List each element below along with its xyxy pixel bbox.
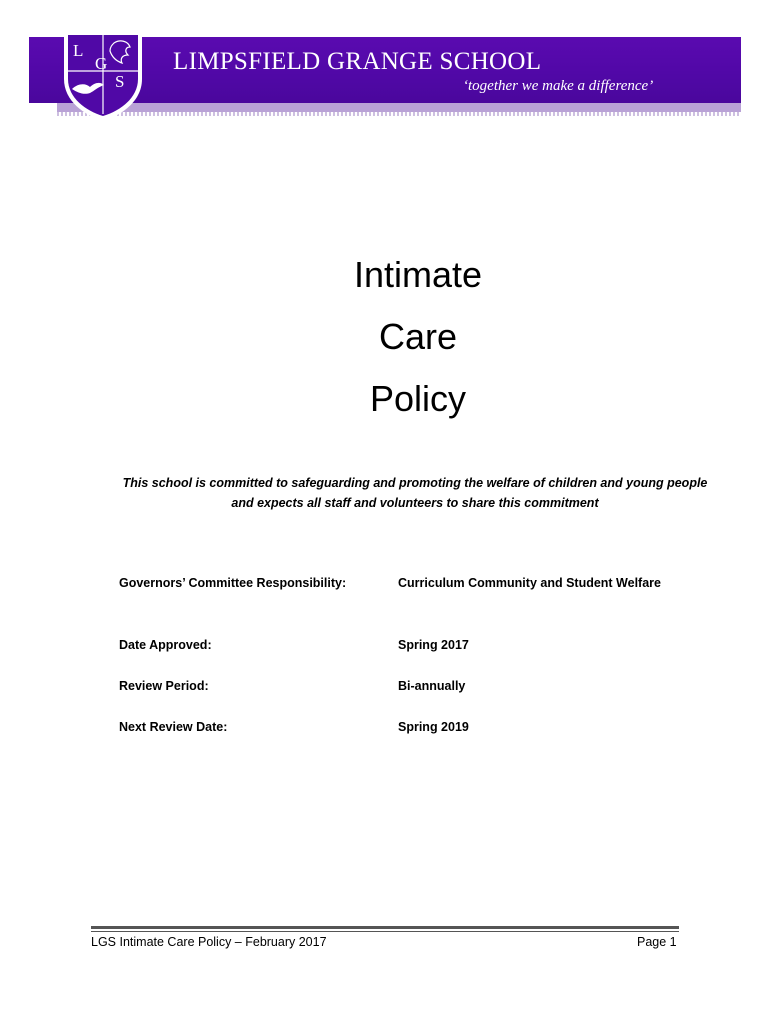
footer-document-info: LGS Intimate Care Policy – February 2017: [91, 935, 327, 949]
detail-value: Bi-annually: [398, 679, 466, 693]
detail-label: Next Review Date:: [119, 720, 228, 734]
detail-value: Curriculum Community and Student Welfare: [398, 576, 661, 590]
banner-shadow: [57, 103, 741, 112]
crest-letter-g: G: [95, 54, 108, 73]
document-title: [0, 244, 770, 430]
school-crest-logo: [60, 27, 146, 123]
detail-label: Review Period:: [119, 679, 209, 693]
title-line-3: Policy: [369, 378, 467, 419]
detail-label: Governors’ Committee Responsibility:: [119, 576, 347, 590]
school-name: LIMPSFIELD GRANGE SCHOOL: [173, 48, 542, 75]
safeguarding-statement: This school is committed to safeguarding and promoting the welfare of children and young people and expects all staff and volunteers to share this commitment: [122, 476, 708, 510]
detail-value: Spring 2019: [398, 720, 469, 734]
title-line-2: Care: [378, 316, 458, 357]
crest-letter-s: S: [115, 72, 125, 91]
footer-divider: [91, 926, 679, 932]
detail-value: Spring 2017: [398, 638, 469, 652]
banner-shadow-dots: [57, 112, 741, 116]
crest-letter-l: L: [73, 41, 84, 60]
title-line-1: Intimate: [353, 254, 483, 295]
detail-label: Date Approved:: [119, 638, 212, 652]
school-motto: ‘together we make a difference’: [463, 78, 654, 94]
footer-page-number: Page 1: [637, 935, 677, 949]
